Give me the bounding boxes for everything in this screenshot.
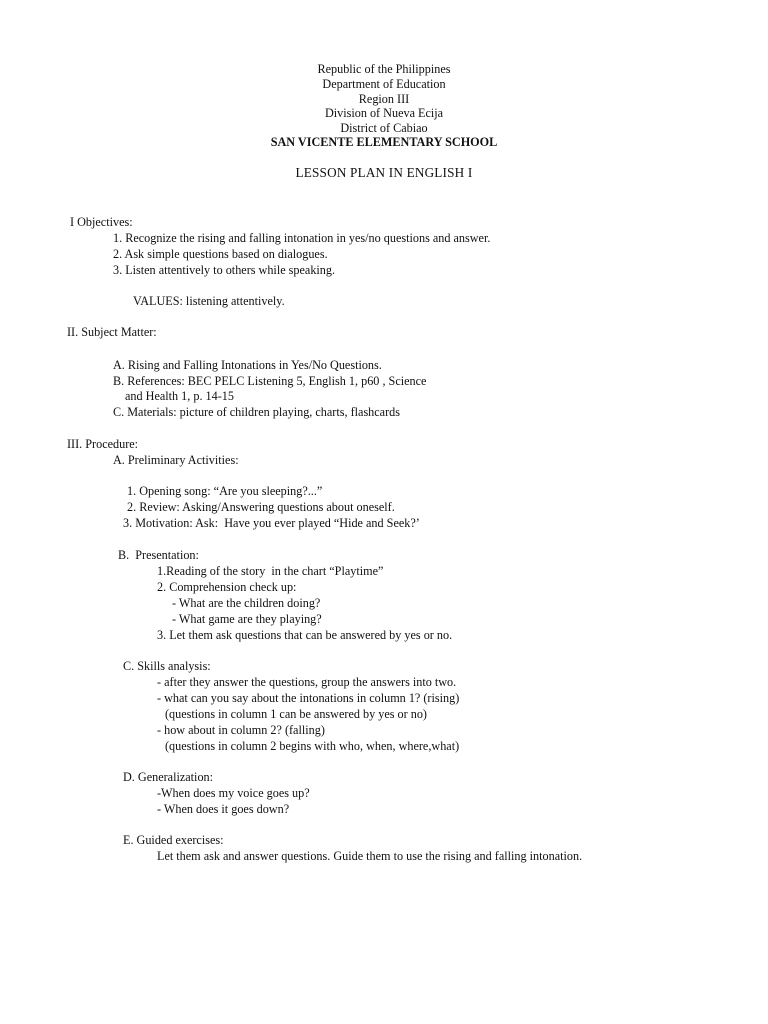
procedure-item: 3. Motivation: Ask: Have you ever played “Hide and Seek?’ <box>123 516 420 530</box>
subject-matter-item: A. Rising and Falling Intonations in Yes/No Questions. <box>113 358 382 372</box>
document-title: LESSON PLAN IN ENGLISH I <box>295 165 473 180</box>
subject-matter-heading: II. Subject Matter: <box>67 325 157 339</box>
procedure-item: -When does my voice goes up? <box>157 786 310 800</box>
objective-item: 3. Listen attentively to others while speaking. <box>113 263 336 277</box>
header-division: Division of Nueva Ecija <box>324 106 444 120</box>
procedure-item: 1. Opening song: “Are you sleeping?...” <box>127 484 323 498</box>
procedure-note: (questions in column 2 begins with who, when, where,what) <box>165 739 460 753</box>
procedure-subitem: - What game are they playing? <box>172 612 322 626</box>
procedure-item: - When does it goes down? <box>157 802 290 816</box>
procedure-item: - after they answer the questions, group the answers into two. <box>157 675 457 689</box>
procedure-item: 3. Let them ask questions that can be answered by yes or no. <box>157 628 453 642</box>
school-name: SAN VICENTE ELEMENTARY SCHOOL <box>270 135 498 149</box>
objective-item: 1. Recognize the rising and falling intonation in yes/no questions and answer. <box>113 231 491 245</box>
procedure-item: 2. Comprehension check up: <box>157 580 297 594</box>
header-country: Republic of the Philippines <box>317 62 451 76</box>
objective-item: 2. Ask simple questions based on dialogues. <box>113 247 328 261</box>
procedure-heading: III. Procedure: <box>67 437 139 451</box>
procedure-item: Let them ask and answer questions. Guide them to use the rising and falling intonation. <box>157 849 583 863</box>
subject-matter-item-continued: and Health 1, p. 14-15 <box>125 389 234 403</box>
procedure-subheading: C. Skills analysis: <box>123 659 211 673</box>
procedure-item: - what can you say about the intonations in column 1? (rising) <box>157 691 460 705</box>
procedure-note: (questions in column 1 can be answered by yes or no) <box>165 707 427 721</box>
procedure-item: 2. Review: Asking/Answering questions about oneself. <box>127 500 395 514</box>
objectives-heading: I Objectives: <box>70 215 133 229</box>
procedure-subitem: - What are the children doing? <box>172 596 321 610</box>
procedure-subheading: E. Guided exercises: <box>123 833 224 847</box>
header-region: Region III <box>358 92 410 106</box>
values-line: VALUES: listening attentively. <box>133 294 285 308</box>
header-district: District of Cabiao <box>340 121 428 135</box>
subject-matter-item: C. Materials: picture of children playing, charts, flashcards <box>113 405 400 419</box>
procedure-subheading: D. Generalization: <box>123 770 214 784</box>
procedure-subheading: B. Presentation: <box>118 548 199 562</box>
header-department: Department of Education <box>322 77 446 91</box>
procedure-item: 1.Reading of the story in the chart “Playtime” <box>157 564 384 578</box>
subject-matter-item: B. References: BEC PELC Listening 5, English 1, p60 , Science <box>113 374 427 388</box>
procedure-item: - how about in column 2? (falling) <box>157 723 325 737</box>
procedure-subheading: A. Preliminary Activities: <box>113 453 239 467</box>
